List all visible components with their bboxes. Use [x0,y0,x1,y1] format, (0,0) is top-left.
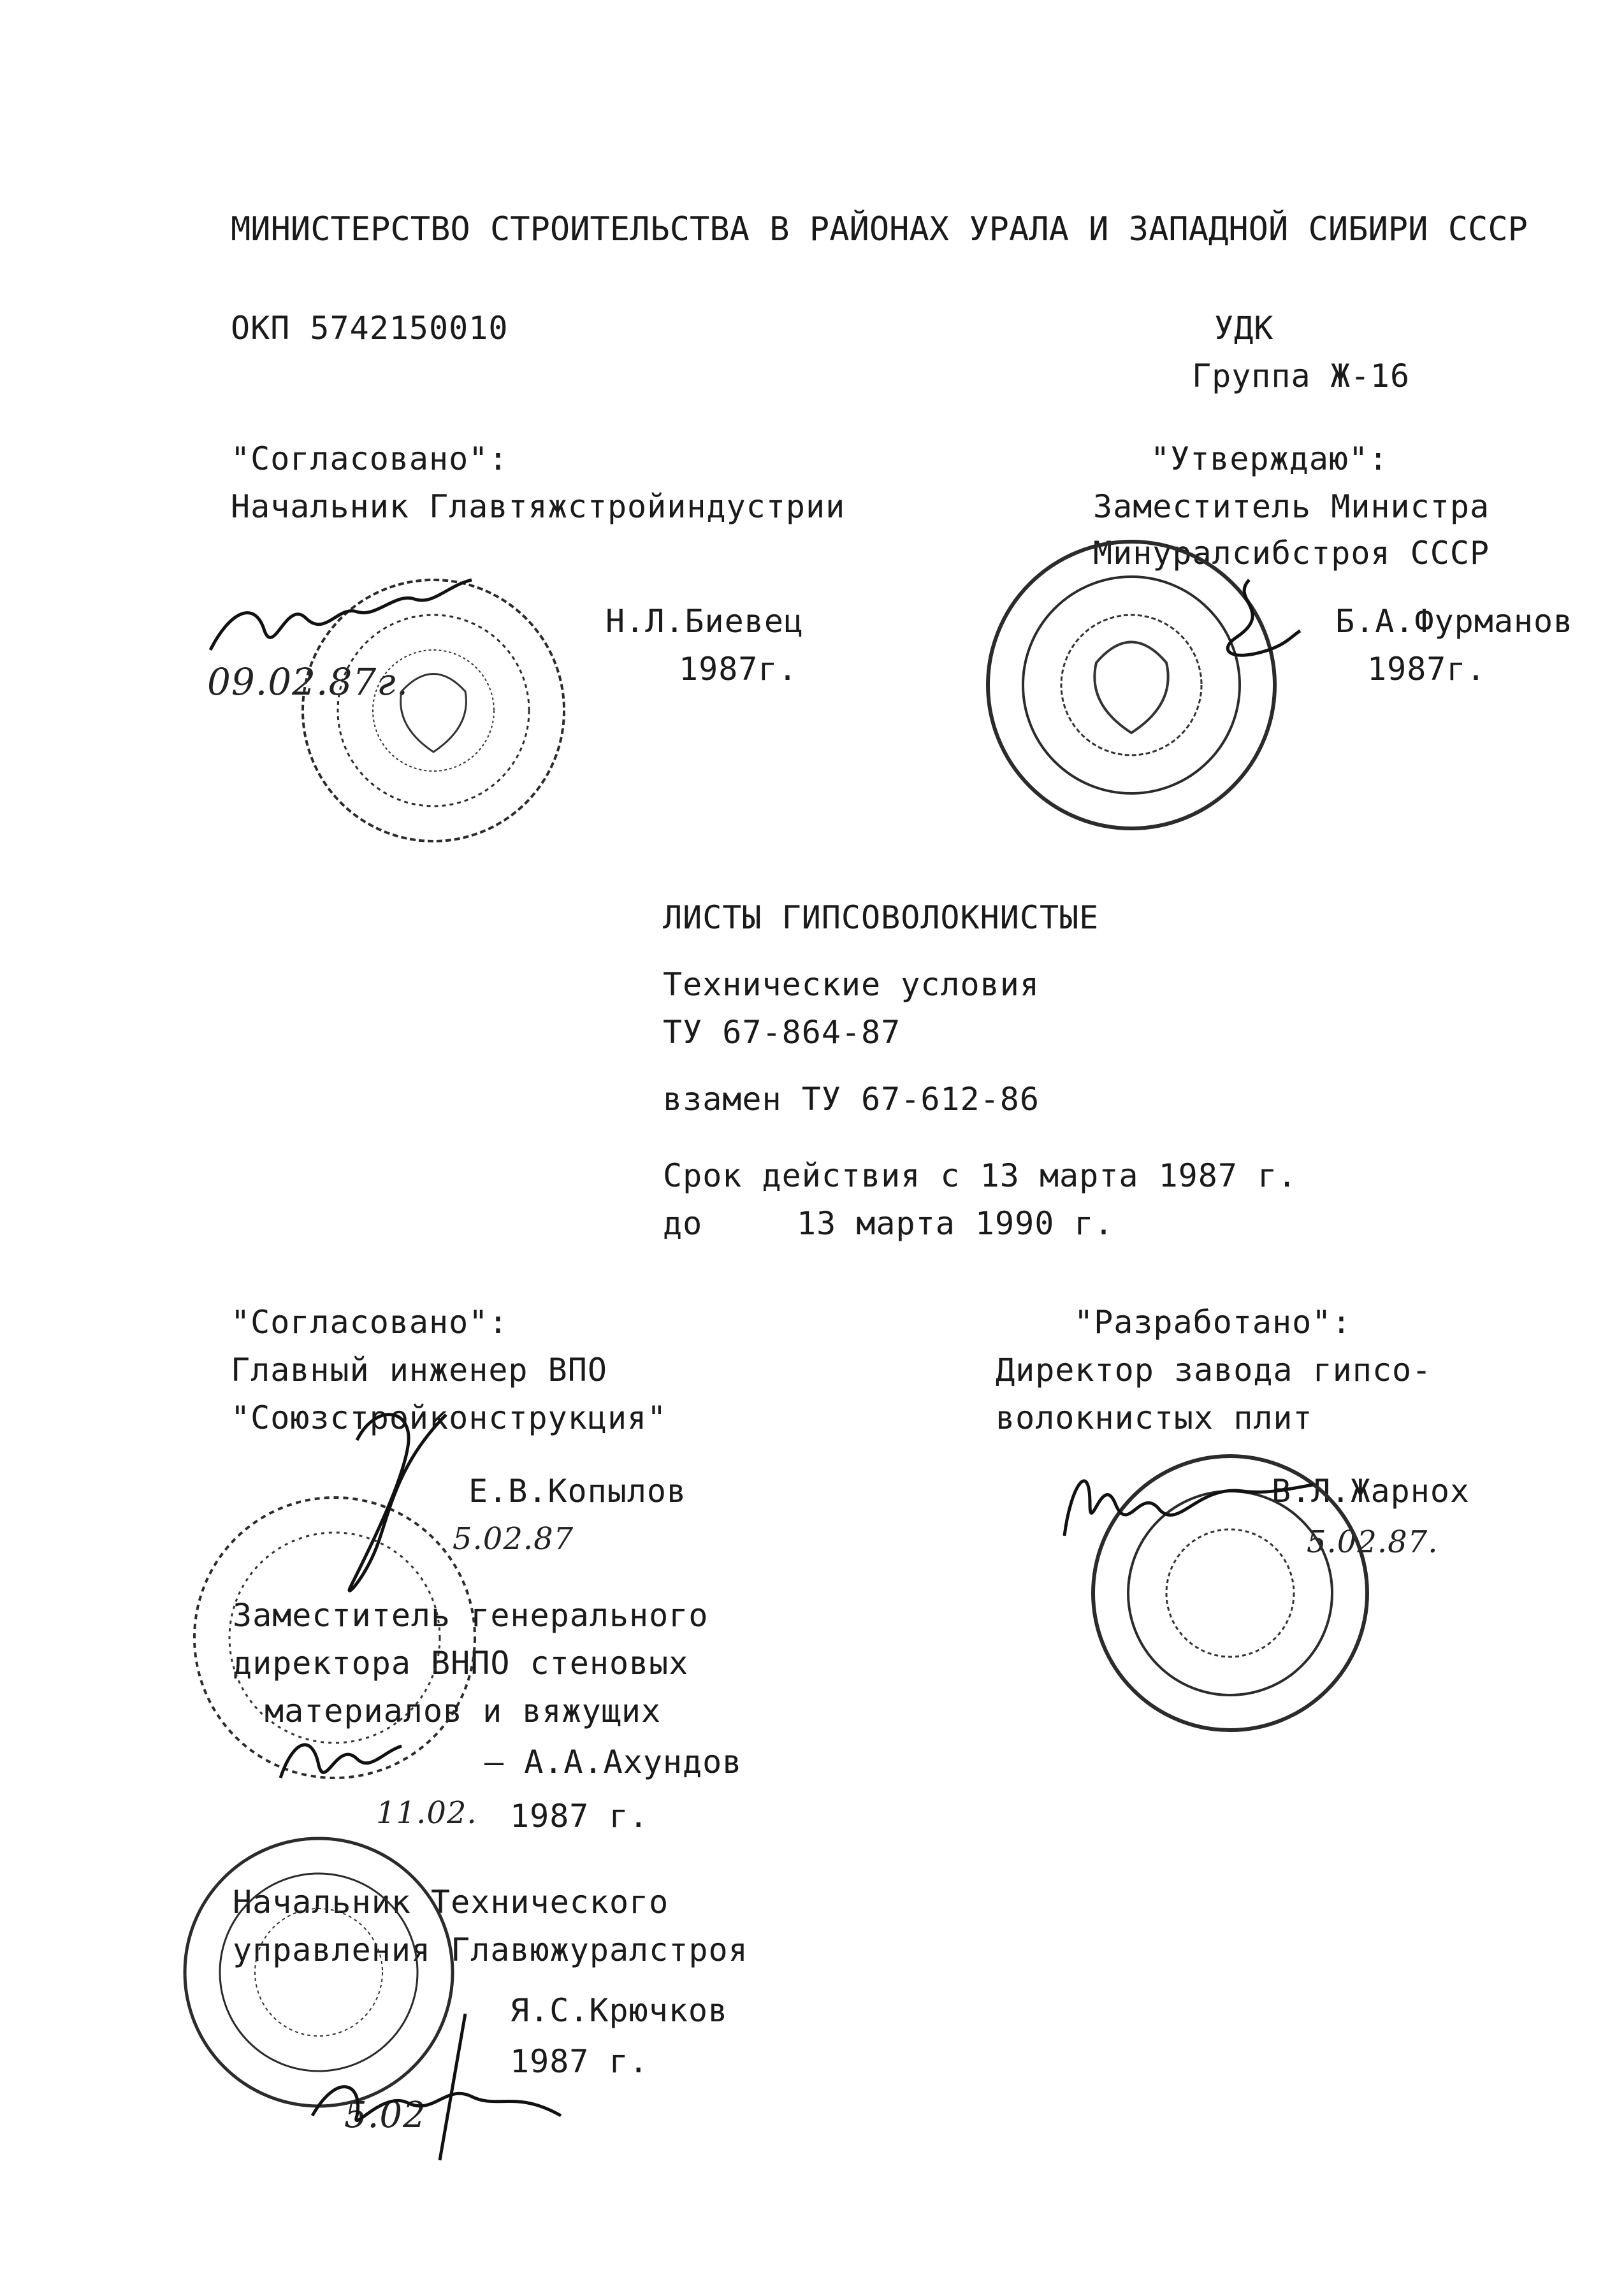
document-title: ЛИСТЫ ГИПСОВОЛОКНИСТЫЕ [663,899,1099,936]
agreed-bottom-line-2: "Союзстройконструкция" [231,1399,667,1436]
document-code: ТУ 67-864-87 [663,1014,901,1051]
document-subtitle: Технические условия [663,966,1040,1003]
approve-year-right: 1987г. [1367,651,1486,688]
agreed-heading-bottom: "Согласовано": [231,1304,509,1341]
developed-name: В.Л.Жарнох [1272,1473,1470,1510]
approve-position-right-1: Заместитель Министра [1093,488,1490,525]
document-replaces: взамен ТУ 67-612-86 [663,1081,1040,1118]
signature-akhundov [268,1714,408,1797]
deputy-line-1: Заместитель генерального [233,1597,709,1634]
chief-year: 1987 г. [510,2043,649,2080]
agreed-year-left: 1987г. [679,651,798,688]
okp-code: ОКП 5742150010 [231,310,509,347]
agreed-heading-left: "Согласовано": [231,440,509,477]
deputy-line-3: материалов и вяжущих [265,1693,662,1729]
chief-name: Я.С.Крючков [510,1992,729,2029]
chief-line-2: управления Главюжуралстроя [233,1931,748,1968]
approve-heading-right: "Утверждаю": [1150,440,1389,477]
handwritten-date-zharnokh: 5.02.87. [1307,1524,1439,1560]
ministry-title: МИНИСТЕРСТВО СТРОИТЕЛЬСТВА В РАЙОНАХ УРАЛА И ЗАПАДНОЙ СИБИРИ СССР [231,210,1528,249]
developed-line-1: Директор завода гипсо- [996,1352,1432,1389]
handwritten-date-left: 09.02.87г. [207,660,409,704]
chief-line-1: Начальник Технического [233,1884,669,1921]
signature-zharnokh [1052,1447,1319,1555]
validity-to-label: до [663,1205,703,1242]
handwritten-date-akhundov: 11.02. [376,1795,477,1831]
deputy-name: — А.А.Ахундов [484,1744,743,1780]
signature-left [204,574,497,682]
developed-heading: "Разработано": [1074,1304,1352,1341]
validity-from: Срок действия с 13 марта 1987 г. [663,1157,1298,1194]
developed-line-2: волокнистых плит [996,1399,1313,1436]
validity-to-date: 13 марта 1990 г. [797,1205,1114,1242]
handwritten-date-kryuchkov: 5.02 [344,2095,426,2136]
signature-right [1192,574,1307,675]
signature-kryuchkov [300,2007,574,2167]
agreed-bottom-line-1: Главный инженер ВПО [231,1352,607,1389]
group-label: Группа Ж-16 [1192,357,1411,394]
deputy-year: 1987 г. [510,1798,649,1835]
deputy-line-2: директора ВНПО стеновых [233,1645,689,1682]
agreed-position-left: Начальник Главтяжстройиндустрии [231,488,846,525]
udk-label: УДК [1214,310,1274,347]
agreed-name-left: Н.Л.Биевец [606,603,804,640]
approve-position-right-2: Минуралсибстроя СССР [1093,535,1490,572]
signature-kopylov [319,1389,478,1599]
handwritten-date-kopylov: 5.02.87 [453,1521,574,1557]
agreed-bottom-name: Е.В.Копылов [468,1473,687,1510]
approve-name-right: Б.А.Фурманов [1335,603,1574,640]
